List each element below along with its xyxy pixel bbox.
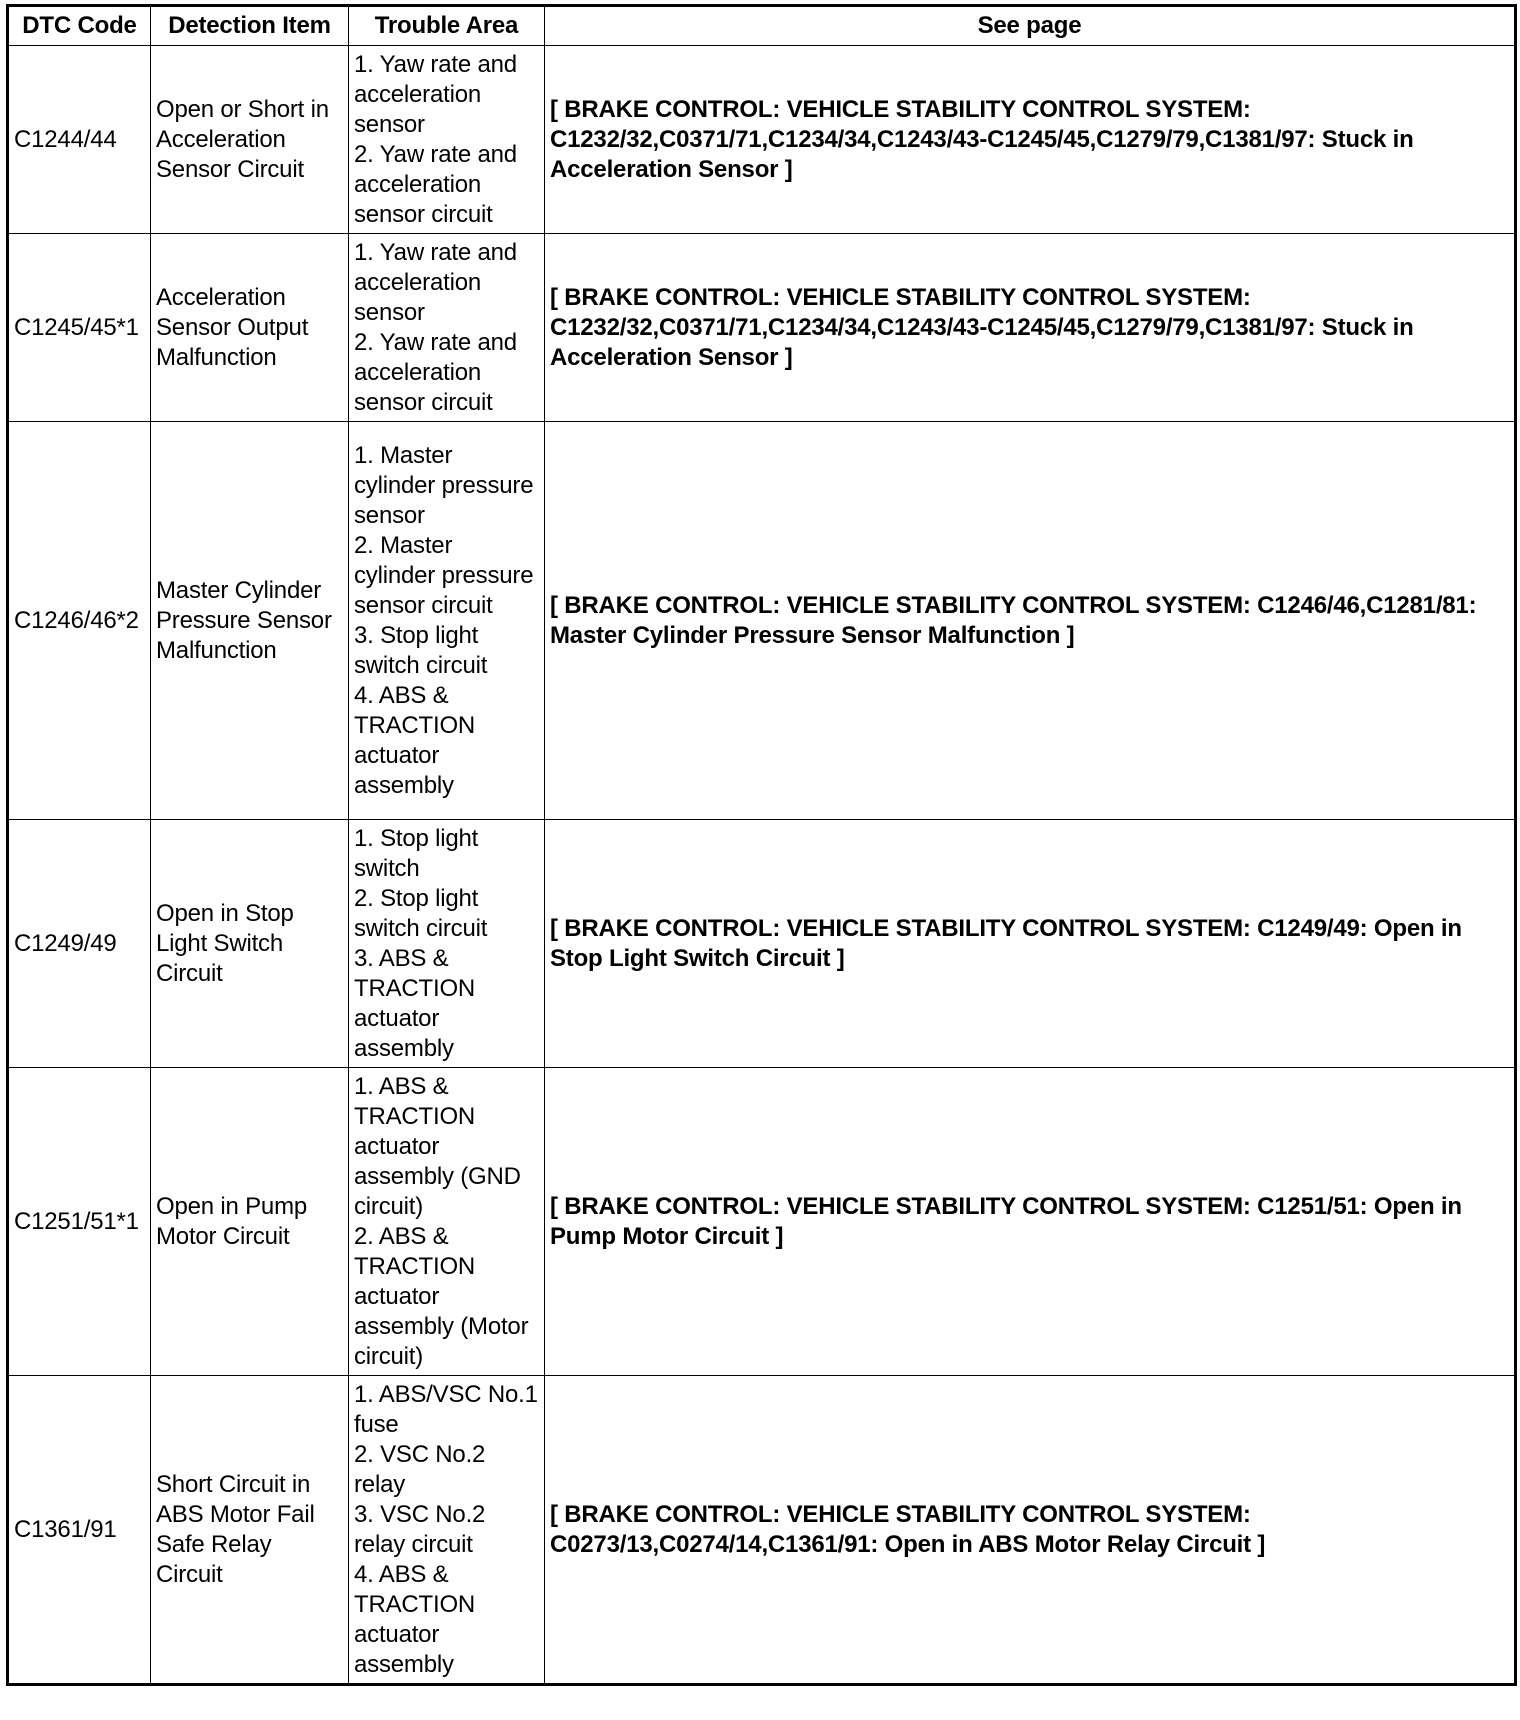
header-trouble-area: Trouble Area — [349, 6, 545, 46]
see-page-link[interactable]: [ BRAKE CONTROL: VEHICLE STABILITY CONTROL SYSTEM: C1249/49: Open in Stop Light Switch Circuit ] — [545, 820, 1516, 1068]
header-dtc-code: DTC Code — [8, 6, 151, 46]
dtc-table — [6, 4, 1517, 1686]
table-row — [8, 234, 1516, 422]
see-page-link[interactable]: [ BRAKE CONTROL: VEHICLE STABILITY CONTROL SYSTEM: C1232/32,C0371/71,C1234/34,C1243/43-C1245/45,C1279/79,C1381/97: Stuck in Acceleration Sensor ] — [545, 46, 1516, 234]
dtc-code-cell: C1249/49 — [8, 820, 151, 1068]
detection-item-cell: Open in Stop Light Switch Circuit — [151, 820, 349, 1068]
see-page-link[interactable]: [ BRAKE CONTROL: VEHICLE STABILITY CONTROL SYSTEM: C0273/13,C0274/14,C1361/91: Open in ABS Motor Relay Circuit ] — [545, 1376, 1516, 1685]
header-detection-item: Detection Item — [151, 6, 349, 46]
detection-item-cell: Open in Pump Motor Circuit — [151, 1068, 349, 1376]
dtc-code-cell: C1246/46*2 — [8, 422, 151, 820]
detection-item-cell: Master Cylinder Pressure Sensor Malfunction — [151, 422, 349, 820]
see-page-link[interactable]: [ BRAKE CONTROL: VEHICLE STABILITY CONTROL SYSTEM: C1251/51: Open in Pump Motor Circuit ] — [545, 1068, 1516, 1376]
see-page-link[interactable]: [ BRAKE CONTROL: VEHICLE STABILITY CONTROL SYSTEM: C1246/46,C1281/81: Master Cylinder Pressure Sensor Malfunction ] — [545, 422, 1516, 820]
trouble-area-cell: 1. ABS/VSC No.1 fuse 2. VSC No.2 relay 3. VSC No.2 relay circuit 4. ABS & TRACTION actuator assembly — [349, 1376, 545, 1685]
header-row — [8, 6, 1516, 46]
detection-item-cell: Short Circuit in ABS Motor Fail Safe Relay Circuit — [151, 1376, 349, 1685]
detection-item-cell: Open or Short in Acceleration Sensor Circuit — [151, 46, 349, 234]
trouble-area-cell: 1. Yaw rate and acceleration sensor 2. Yaw rate and acceleration sensor circuit — [349, 234, 545, 422]
table-row — [8, 1376, 1516, 1685]
dtc-code-cell: C1251/51*1 — [8, 1068, 151, 1376]
dtc-code-cell: C1361/91 — [8, 1376, 151, 1685]
header-see-page: See page — [545, 6, 1516, 46]
dtc-code-cell: C1244/44 — [8, 46, 151, 234]
trouble-area-cell: 1. Master cylinder pressure sensor 2. Master cylinder pressure sensor circuit 3. Stop light switch circuit 4. ABS & TRACTION actuator assembly — [349, 422, 545, 820]
table-row — [8, 46, 1516, 234]
table-row — [8, 820, 1516, 1068]
table-row — [8, 1068, 1516, 1376]
detection-item-cell: Acceleration Sensor Output Malfunction — [151, 234, 349, 422]
trouble-area-cell: 1. Yaw rate and acceleration sensor 2. Yaw rate and acceleration sensor circuit — [349, 46, 545, 234]
see-page-link[interactable]: [ BRAKE CONTROL: VEHICLE STABILITY CONTROL SYSTEM: C1232/32,C0371/71,C1234/34,C1243/43-C1245/45,C1279/79,C1381/97: Stuck in Acceleration Sensor ] — [545, 234, 1516, 422]
dtc-code-cell: C1245/45*1 — [8, 234, 151, 422]
table-row — [8, 422, 1516, 820]
trouble-area-cell: 1. Stop light switch 2. Stop light switch circuit 3. ABS & TRACTION actuator assembly — [349, 820, 545, 1068]
trouble-area-cell: 1. ABS & TRACTION actuator assembly (GND circuit) 2. ABS & TRACTION actuator assembly (Motor circuit) — [349, 1068, 545, 1376]
